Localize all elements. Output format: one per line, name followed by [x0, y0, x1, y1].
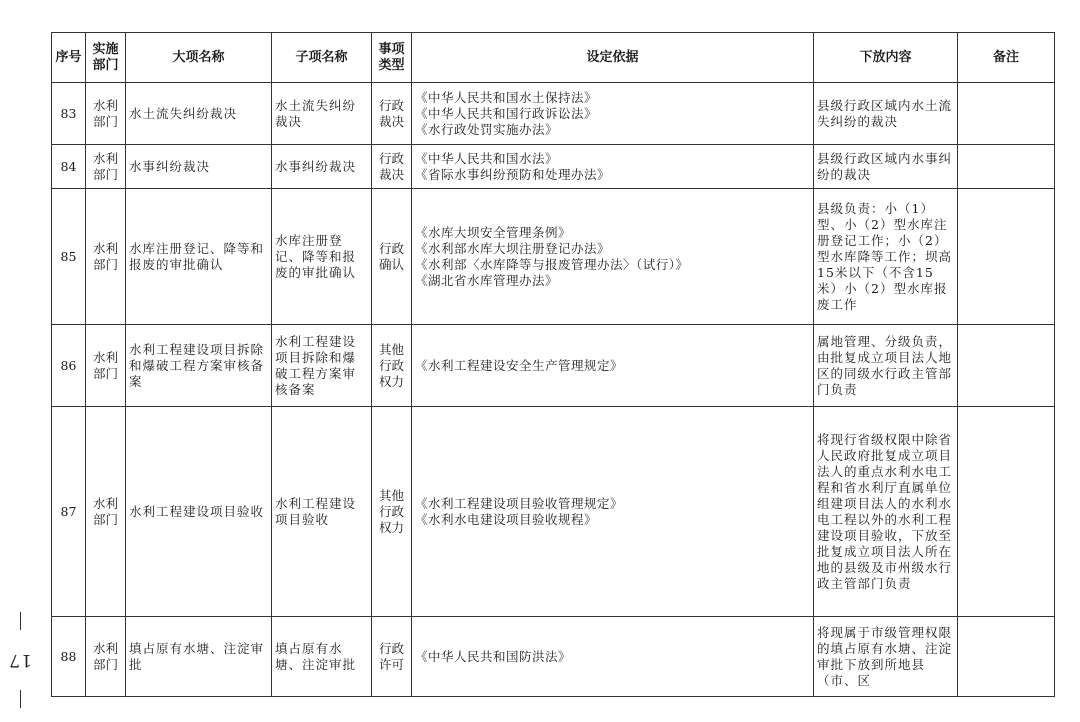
cell-seq: 84 [52, 145, 86, 189]
basis-line: 《中华人民共和国行政诉讼法》 [415, 105, 598, 121]
header-type: 事项类型 [372, 33, 412, 83]
cell-dept: 水利部门 [86, 407, 126, 617]
basis-line: 《中华人民共和国水法》 [415, 150, 559, 166]
header-big-item: 大项名称 [126, 33, 272, 83]
cell-sub-item: 水利工程建设项目验收 [272, 407, 372, 617]
cell-seq: 88 [52, 617, 86, 697]
cell-type: 行政裁决 [372, 83, 412, 145]
cell-type: 其他行政权力 [372, 407, 412, 617]
cell-dept: 水利部门 [86, 83, 126, 145]
page-number-dash-bottom [20, 690, 21, 708]
cell-sub-item: 水事纠纷裁决 [272, 145, 372, 189]
cell-seq: 87 [52, 407, 86, 617]
cell-content: 属地管理、分级负责，由批复成立项目法人地区的同级水行政主管部门负责 [814, 325, 958, 407]
cell-content: 将现行省级权限中除省人民政府批复成立项目法人的重点水利水电工程和省水利厅直属单位组建项目法人的水利水电工程以外的水利工程建设项目验收，下放至批复成立项目法人所在地的县级及市州级水行政主管部门负责 [814, 407, 958, 617]
table-row [52, 145, 1055, 189]
cell-remark [958, 83, 1055, 145]
basis-line: 《湖北省水库管理办法》 [415, 272, 559, 288]
basis-line: 《水利部水库大坝注册登记办法》 [415, 240, 611, 256]
basis-line: 《水行政处罚实施办法》 [415, 121, 559, 137]
page-number: 17 [8, 649, 32, 670]
cell-type: 行政裁决 [372, 145, 412, 189]
table-row [52, 617, 1055, 697]
cell-content: 县级行政区域内水土流失纠纷的裁决 [814, 83, 958, 145]
table-header-row [52, 33, 1055, 83]
cell-remark [958, 189, 1055, 325]
cell-content: 县级行政区域内水事纠纷的裁决 [814, 145, 958, 189]
table-row [52, 83, 1055, 145]
cell-remark [958, 407, 1055, 617]
basis-line: 《省际水事纠纷预防和处理办法》 [415, 166, 611, 182]
cell-basis [412, 325, 814, 407]
cell-remark [958, 617, 1055, 697]
table-row [52, 407, 1055, 617]
basis-line: 《水库大坝安全管理条例》 [415, 224, 572, 240]
header-content: 下放内容 [814, 33, 958, 83]
basis-line: 《水利工程建设安全生产管理规定》 [415, 357, 624, 373]
cell-big-item: 水利工程建设项目拆除和爆破工程方案审核备案 [126, 325, 272, 407]
header-basis: 设定依据 [412, 33, 814, 83]
table-row [52, 189, 1055, 325]
cell-seq: 85 [52, 189, 86, 325]
cell-sub-item: 水土流失纠纷裁决 [272, 83, 372, 145]
cell-big-item: 水土流失纠纷裁决 [126, 83, 272, 145]
header-remark: 备注 [958, 33, 1055, 83]
header-sub-item: 子项名称 [272, 33, 372, 83]
cell-type: 其他行政权力 [372, 325, 412, 407]
basis-line: 《水利部〈水库降等与报废管理办法〉（试行）》 [415, 256, 689, 272]
basis-line: 《水利工程建设项目验收管理规定》 [415, 495, 624, 511]
cell-content: 县级负责：小（1）型、小（2）型水库注册登记工作；小（2）型水库降等工作；坝高15米以下（不含15米）小（2）型水库报废工作 [814, 189, 958, 325]
cell-seq: 83 [52, 83, 86, 145]
cell-content: 将现属于市级管理权限的填占原有水塘、注淀审批下放到所地县（市、区 [814, 617, 958, 697]
basis-line: 《中华人民共和国水土保持法》 [415, 89, 598, 105]
header-seq: 序号 [52, 33, 86, 83]
cell-type: 行政许可 [372, 617, 412, 697]
item-table [51, 32, 1055, 697]
cell-remark [958, 145, 1055, 189]
page-number-dash-top [20, 612, 21, 630]
cell-sub-item: 水库注册登记、降等和报废的审批确认 [272, 189, 372, 325]
cell-dept: 水利部门 [86, 617, 126, 697]
cell-basis [412, 83, 814, 145]
cell-sub-item: 填占原有水塘、注淀审批 [272, 617, 372, 697]
cell-basis [412, 189, 814, 325]
cell-big-item: 水事纠纷裁决 [126, 145, 272, 189]
cell-sub-item: 水利工程建设项目拆除和爆破工程方案审核备案 [272, 325, 372, 407]
header-dept: 实施部门 [86, 33, 126, 83]
basis-line: 《中华人民共和国防洪法》 [415, 648, 572, 664]
cell-remark [958, 325, 1055, 407]
cell-basis [412, 617, 814, 697]
cell-big-item: 水库注册登记、降等和报废的审批确认 [126, 189, 272, 325]
cell-big-item: 填占原有水塘、注淀审批 [126, 617, 272, 697]
table-row [52, 325, 1055, 407]
cell-type: 行政确认 [372, 189, 412, 325]
basis-line: 《水利水电建设项目验收规程》 [415, 511, 598, 527]
page-number-marker [6, 612, 34, 708]
cell-dept: 水利部门 [86, 145, 126, 189]
cell-big-item: 水利工程建设项目验收 [126, 407, 272, 617]
cell-basis [412, 145, 814, 189]
cell-basis [412, 407, 814, 617]
cell-seq: 86 [52, 325, 86, 407]
cell-dept: 水利部门 [86, 189, 126, 325]
cell-dept: 水利部门 [86, 325, 126, 407]
